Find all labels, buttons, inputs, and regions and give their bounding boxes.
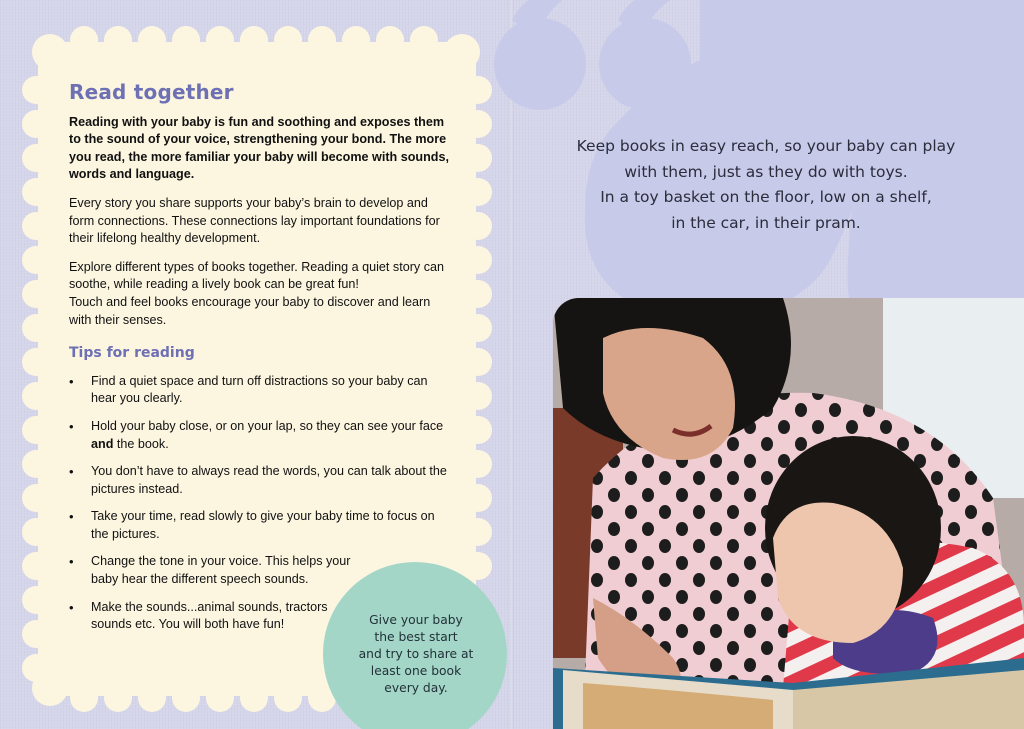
brain-development-paragraph: Every story you share supports your baby’s brain to develop and form connections. These connections lay important foundations for their lifelong healthy development. [69,195,440,246]
callout-line-5: every day. [384,681,448,695]
photo-illustration [553,298,1024,729]
book-types-line-1: Explore different types of books together. Reading a quiet story can soothe, while reading a lively book can be great fun! [69,259,445,292]
quote-line-1: Keep books in easy reach, so your baby can play [576,137,956,155]
tip-text-line-1: Change the tone in your voice. This helps your [91,554,351,569]
tips-heading: Tips for reading [69,345,195,362]
photo-grandmother-and-baby-reading [553,298,1024,729]
tips-list [69,373,449,634]
speech-bubble-quote [556,134,976,236]
list-item [69,463,447,498]
tip-text-end: the book. [113,436,169,451]
book-types-line-2: Touch and feel books encourage your baby to discover and learn with their senses. [69,294,431,327]
book-types-paragraph [69,259,449,329]
tip-text: You don’t have to always read the words, you can talk about the pictures instead. [91,464,447,496]
list-item [69,418,447,453]
tip-text-line-2: sounds etc. You will both have fun! [91,617,285,632]
callout-line-2: the best start [374,630,458,644]
intro-paragraph: Reading with your baby is fun and soothing and exposes them to the sound of your voice, strengthening your bond. The more you read, the more familiar your baby will become with sounds, words and language. [69,114,449,182]
tip-emphasis: and [91,436,114,451]
callout-line-4: least one book [370,664,462,678]
quote-line-4: in the car, in their pram. [671,213,861,232]
quote-line-2: with them, just as they do with toys. [624,162,908,181]
section-title: Read together [69,80,234,104]
tip-text: Find a quiet space and turn off distractions so your baby can hear you clearly. [91,373,428,406]
tip-text-line-2: baby hear the different speech sounds. [91,572,309,587]
tip-text: Take your time, read slowly to give your baby time to focus on the pictures. [91,509,435,541]
quote-line-3: In a toy basket on the floor, low on a shelf, [600,188,932,206]
callout-line-3: and try to share at [358,647,474,661]
list-item [69,508,447,543]
list-item [69,553,447,588]
tip-text: Hold your baby close, or on your lap, so they can see your face [91,418,444,433]
read-together-section [69,80,449,644]
callout-line-1: Give your baby [369,613,463,627]
list-item [69,373,447,408]
tip-text-line-1: Make the sounds...animal sounds, tractors [91,599,328,614]
callout-text [348,612,484,697]
